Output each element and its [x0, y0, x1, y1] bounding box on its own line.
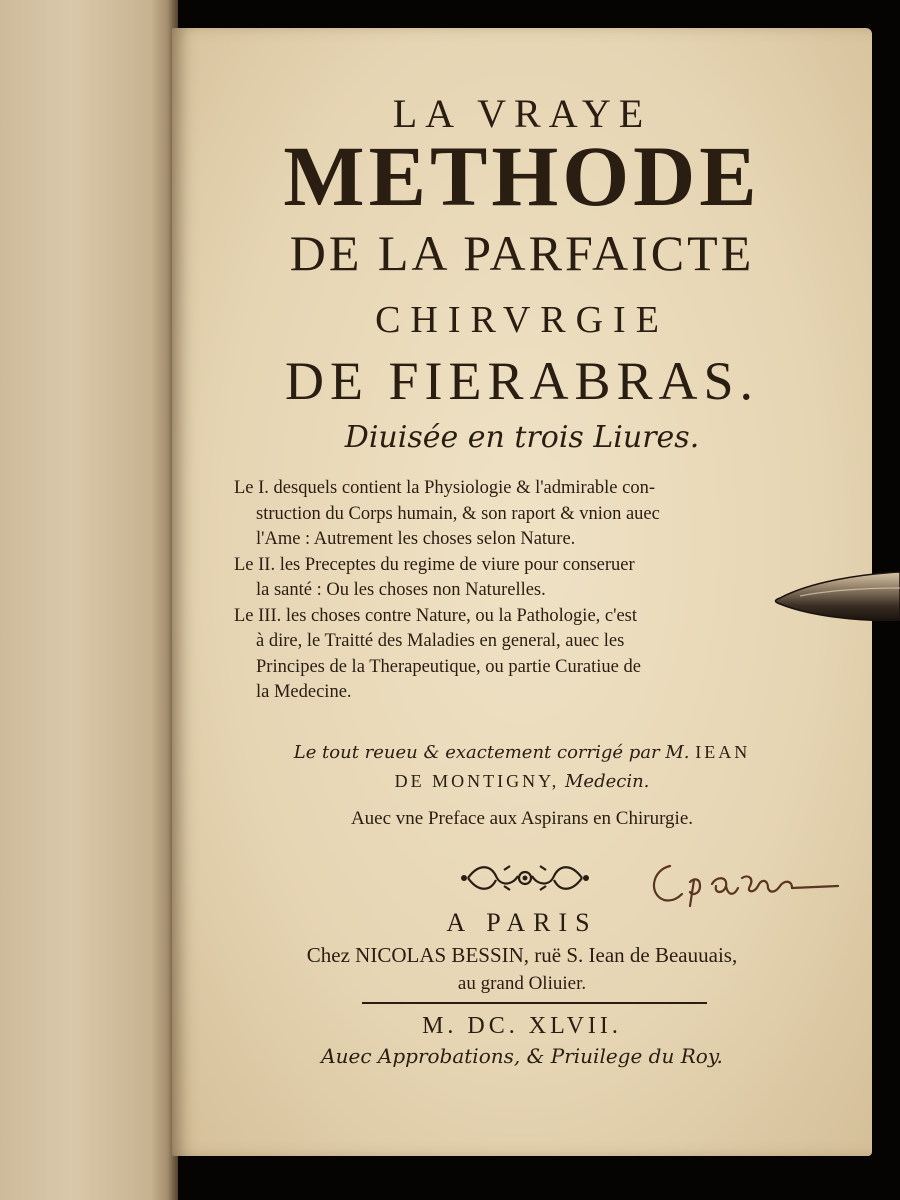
credit-line-2 [172, 767, 872, 796]
contents-line: à dire, le Traitté des Maladies en general, auec les [256, 631, 625, 651]
contents-line: Le I. desquels contient la Physiologie & l'admirable con- [234, 478, 656, 498]
contents-line: la Medecine. [256, 682, 352, 702]
credit-name: DE MONTIGNY, [394, 771, 560, 791]
subtitle: Diuisée en trois Liures. [344, 420, 700, 455]
contents-line: Le II. les Preceptes du regime de viure pour conseruer [234, 554, 635, 575]
imprint-approbation: Auec Approbations, & Priuilege du Roy. [321, 1044, 723, 1068]
imprint-rule [362, 1002, 707, 1004]
contents-line: l'Ame : Autrement les choses selon Nature. [256, 529, 576, 549]
contents-line: la santé : Ou les choses non Naturelles. [256, 580, 546, 600]
imprint-date: M. DC. XLVII. [422, 1013, 622, 1039]
handwritten-signature [642, 856, 842, 908]
imprint-sign: au grand Oliuier. [457, 973, 587, 994]
title-line-3: DE LA PARFAICTE [289, 225, 755, 281]
contents-line: Le III. les choses contre Nature, ou la Pathologie, c'est [234, 605, 637, 626]
contents-line: struction du Corps humain, & son raport & vnion auec [256, 503, 660, 524]
printers-ornament-icon [460, 858, 590, 898]
pointer-tool-icon [770, 560, 900, 630]
book-cover-left [0, 0, 178, 1200]
credit-line-1 [172, 738, 872, 767]
title-line-2: METHODE [283, 128, 761, 224]
contents-line: Principes de la Therapeutique, ou partie Curatiue de [256, 656, 641, 677]
credit-name: IEAN [695, 742, 751, 762]
editor-credit [172, 738, 872, 796]
imprint-city: A PARIS [446, 908, 598, 937]
credit-italic: Medecin. [564, 771, 650, 792]
credit-italic: Le tout reueu & exactement corrigé par M. [293, 742, 690, 763]
title-line-4: CHIRVRGIE [375, 299, 669, 341]
imprint-publisher: Chez NICOLAS BESSIN, ruë S. Iean de Beauuais, [306, 943, 738, 967]
contents-description [234, 476, 834, 706]
title-line-5: DE FIERABRAS. [284, 351, 760, 411]
preface-note: Auec vne Preface aux Aspirans en Chirurgie. [350, 808, 694, 829]
title-line-1: LA VRAYE [392, 91, 652, 136]
title-page [172, 28, 872, 1156]
